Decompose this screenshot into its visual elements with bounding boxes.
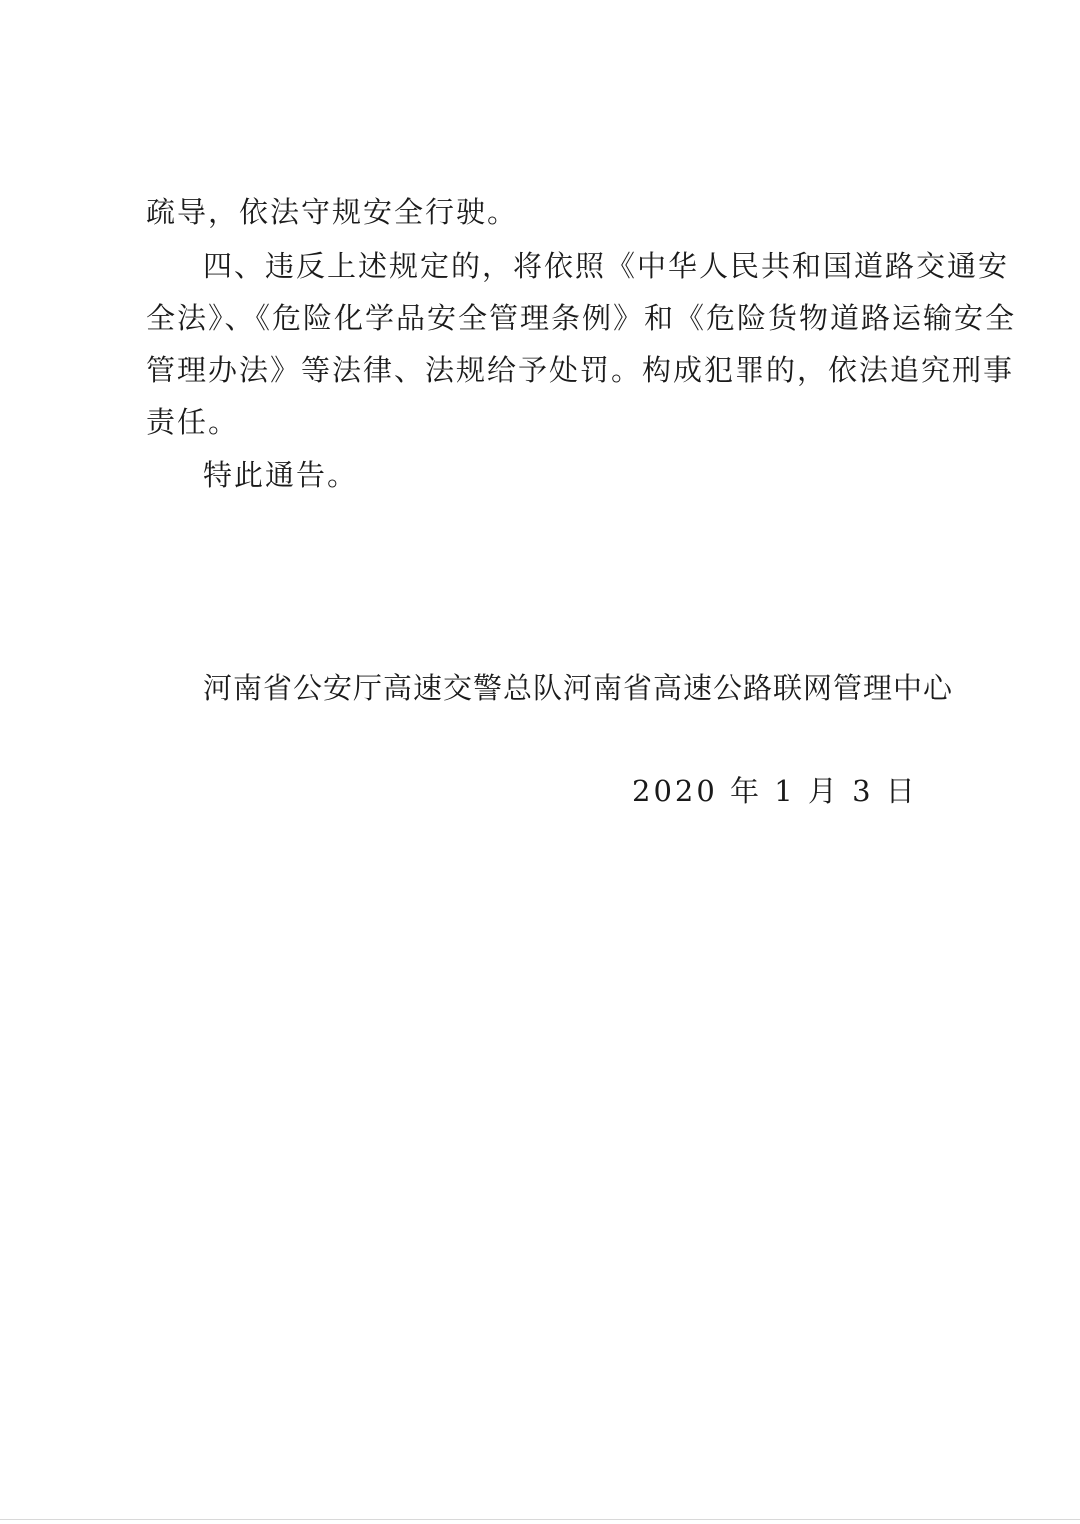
body-line-1: 疏导，依法守规安全行驶。: [146, 195, 519, 229]
signature-org-1: 河南省公安厅高速交警总队: [203, 671, 564, 705]
body-line-3: 全法》、《危险化学品安全管理条例》和《危险货物道路运输安全: [146, 301, 1017, 335]
body-line-4: 管理办法》等法律、法规给予处罚。构成犯罪的，依法追究刑事: [146, 353, 1015, 387]
signature-org-2: 河南省高速公路联网管理中心: [563, 671, 954, 705]
closing-line: 特此通告。: [203, 458, 359, 492]
body-line-2: 四、违反上述规定的，将依照《中华人民共和国道路交通安: [203, 249, 1010, 283]
body-line-5: 责任。: [146, 405, 240, 439]
page-bottom-rule: [0, 1519, 1080, 1520]
signature-block: [203, 668, 954, 708]
document-date: 2020 年 1 月 3 日: [632, 774, 918, 808]
